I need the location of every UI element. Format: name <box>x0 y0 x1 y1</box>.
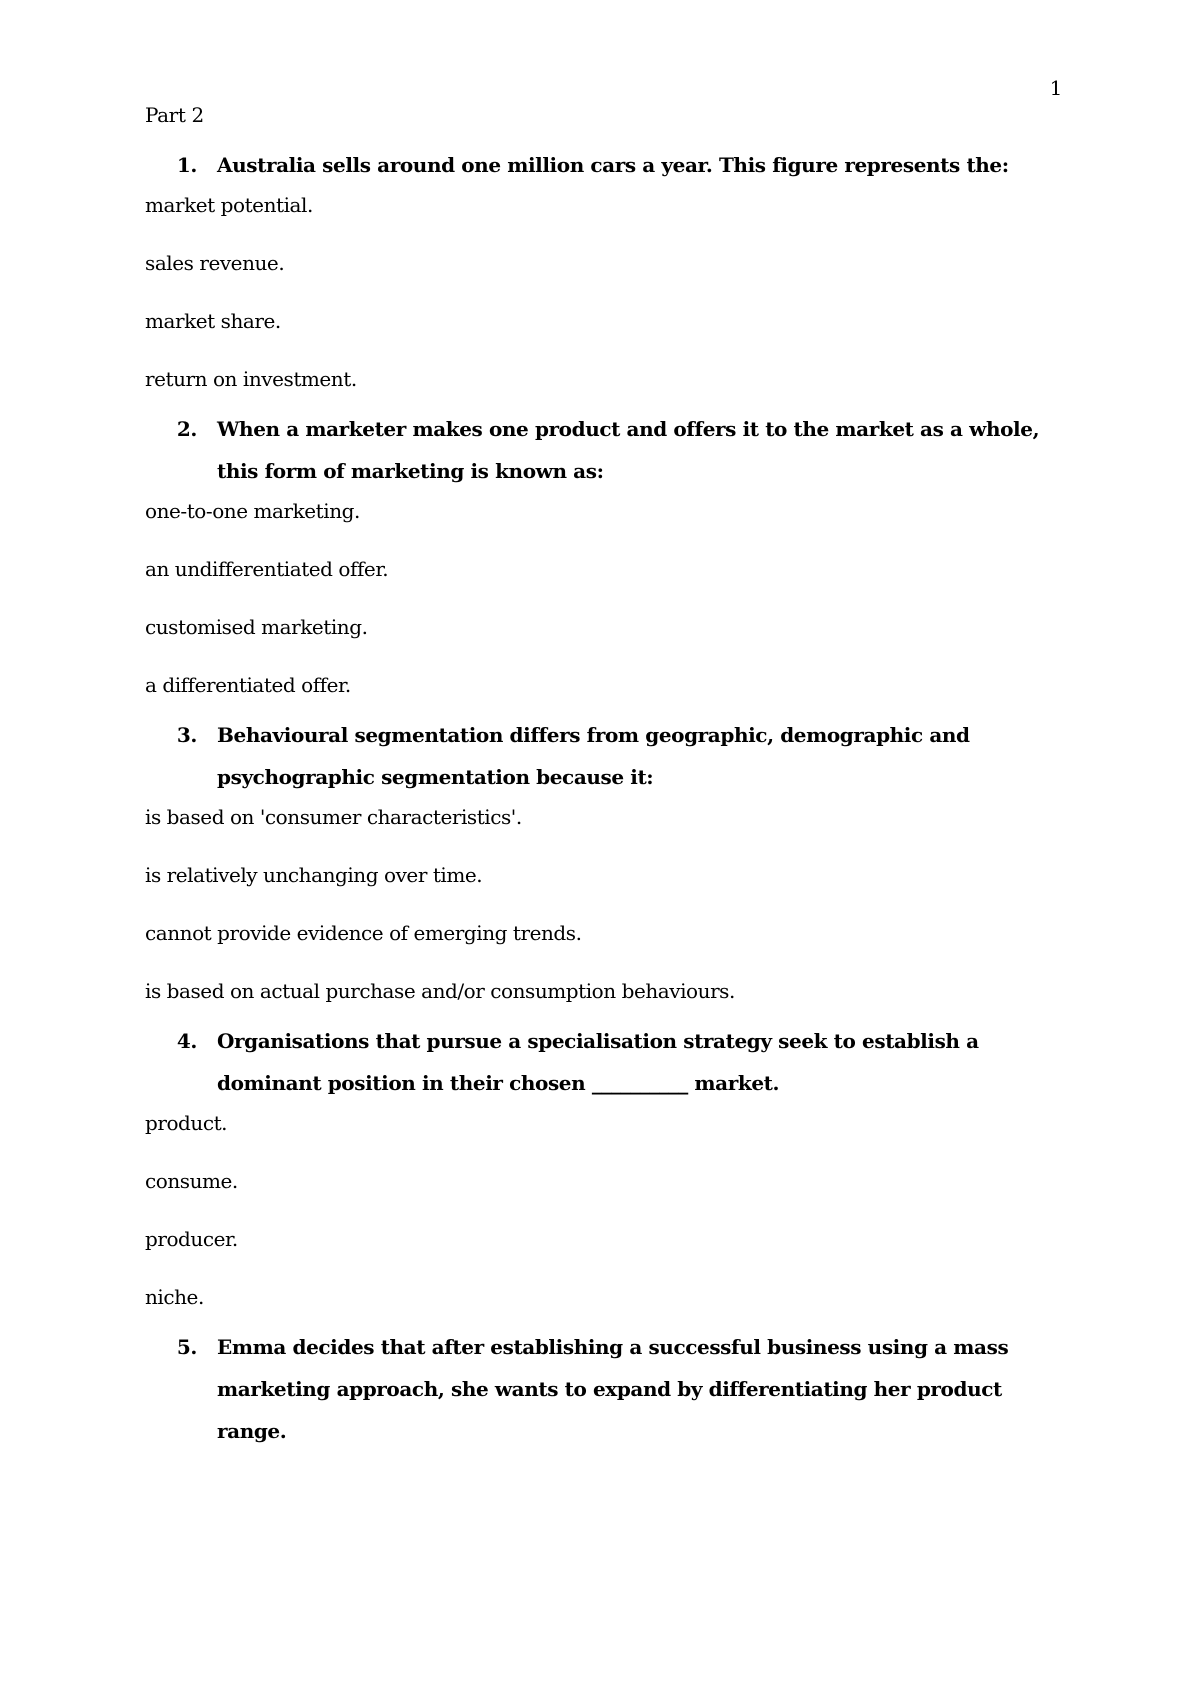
question <box>145 1020 1065 1104</box>
question-text: Australia sells around one million cars a year. This figure represents the: <box>217 153 1009 177</box>
question <box>145 144 1065 186</box>
answer-option: cannot provide evidence of emerging trends. <box>145 921 582 945</box>
answer-option: product. <box>145 1111 228 1135</box>
answer-option: market potential. <box>145 193 313 217</box>
question-text: When a marketer makes one product and offers it to the market as a whole, this form of marketing is known as: <box>217 417 1040 483</box>
page-number: 1 <box>1049 76 1062 100</box>
question-text: Behavioural segmentation differs from geographic, demographic and psychographic segmentation because it: <box>217 723 970 789</box>
answer-option: one-to-one marketing. <box>145 499 360 523</box>
question <box>145 408 1065 492</box>
answer-option: is based on actual purchase and/or consumption behaviours. <box>145 979 735 1003</box>
answer-option: consume. <box>145 1169 238 1193</box>
question-block <box>145 408 1065 700</box>
question <box>145 714 1065 798</box>
option-list <box>145 496 1065 700</box>
option-list <box>145 1108 1065 1312</box>
question-text: Organisations that pursue a specialisation strategy seek to establish a dominant position in their chosen __________ market. <box>217 1029 979 1095</box>
question-text: Emma decides that after establishing a successful business using a mass marketing approach, she wants to expand by differentiating her product range. <box>217 1335 1009 1443</box>
question-number: 3. <box>176 723 197 747</box>
answer-option: is relatively unchanging over time. <box>145 863 483 887</box>
answer-option: niche. <box>145 1285 204 1309</box>
question-number: 1. <box>176 153 197 177</box>
answer-option: sales revenue. <box>145 251 285 275</box>
answer-option: producer. <box>145 1227 238 1251</box>
question-number: 5. <box>176 1335 197 1359</box>
question-block <box>145 1326 1065 1452</box>
answer-option: a differentiated offer. <box>145 673 351 697</box>
question-block <box>145 144 1065 394</box>
question-number: 4. <box>176 1029 197 1053</box>
answer-option: return on investment. <box>145 367 357 391</box>
question-block <box>145 1020 1065 1312</box>
option-list <box>145 802 1065 1006</box>
question <box>145 1326 1065 1452</box>
answer-option: market share. <box>145 309 281 333</box>
part-title: Part 2 <box>145 103 204 127</box>
option-list <box>145 190 1065 394</box>
answer-option: is based on 'consumer characteristics'. <box>145 805 522 829</box>
answer-option: an undifferentiated offer. <box>145 557 389 581</box>
question-number: 2. <box>176 417 197 441</box>
answer-option: customised marketing. <box>145 615 368 639</box>
document-body <box>145 100 1065 1466</box>
question-block <box>145 714 1065 1006</box>
